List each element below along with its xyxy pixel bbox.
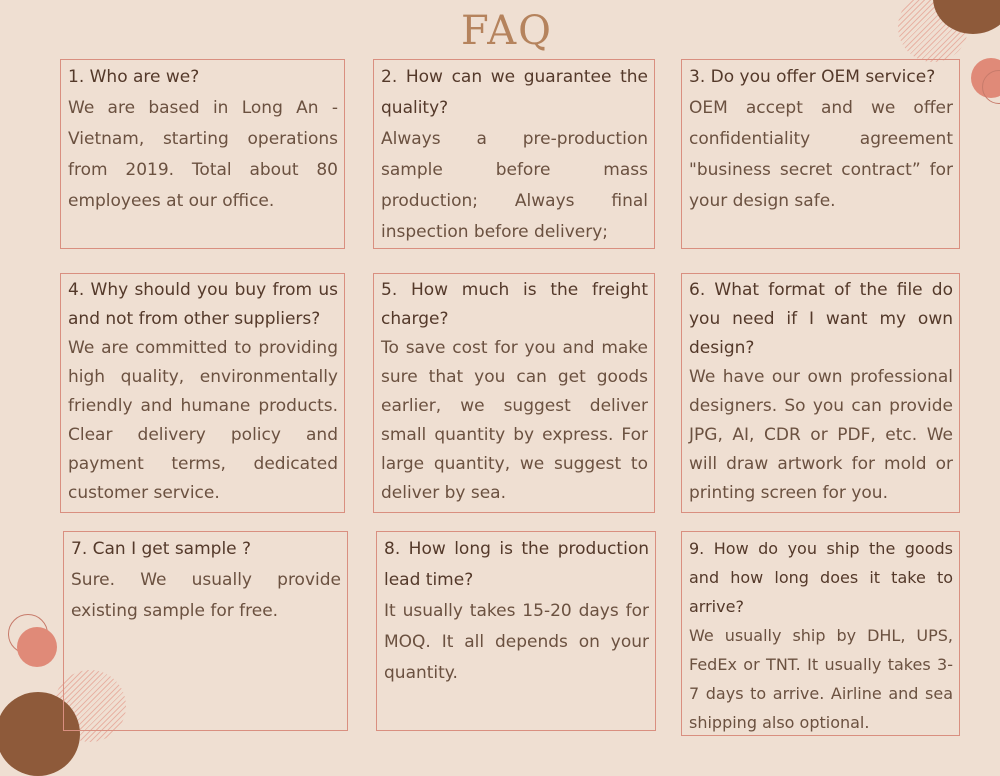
- faq-question: 7. Can I get sample ?: [71, 539, 252, 559]
- faq-answer: We are committed to providing high quality, environmentally friendly and humane products. Clear delivery policy and payment terms, dedicated customer service.: [68, 338, 338, 503]
- faq-answer: We are based in Long An - Vietnam, starting operations from 2019. Total about 80 employees at our office.: [68, 98, 338, 211]
- faq-card-1: [60, 59, 345, 249]
- faq-card-6: [681, 273, 960, 513]
- faq-card-8: [376, 531, 656, 731]
- faq-card-4: [60, 273, 345, 513]
- faq-question: 4. Why should you buy from us and not from other suppliers?: [68, 280, 338, 329]
- faq-answer: We usually ship by DHL, UPS, FedEx or TNT. It usually takes 3-7 days to arrive. Airline and sea shipping also optional.: [689, 626, 953, 732]
- faq-question: 6. What format of the file do you need if I want my own design?: [689, 280, 953, 358]
- faq-question: 8. How long is the production lead time?: [384, 539, 649, 590]
- faq-answer: To save cost for you and make sure that you can get goods earlier, we suggest deliver small quantity by express. For large quantity, we suggest to deliver by sea.: [381, 338, 648, 503]
- faq-question: 9. How do you ship the goods and how long does it take to arrive?: [689, 539, 953, 616]
- faq-card-7: [63, 531, 348, 731]
- faq-card-9: [681, 531, 960, 736]
- faq-question: 2. How can we guarantee the quality?: [381, 67, 648, 118]
- faq-answer: Always a pre-production sample before mass production; Always final inspection before delivery;: [381, 129, 648, 242]
- faq-answer: We have our own professional designers. So you can provide JPG, AI, CDR or PDF, etc. We will draw artwork for mold or printing screen for you.: [689, 367, 953, 503]
- faq-question: 5. How much is the freight charge?: [381, 280, 648, 329]
- faq-answer: It usually takes 15-20 days for MOQ. It all depends on your quantity.: [384, 601, 649, 683]
- page-title: FAQ: [461, 8, 553, 54]
- faq-card-5: [373, 273, 655, 513]
- faq-card-3: [681, 59, 960, 249]
- faq-question: 1. Who are we?: [68, 67, 200, 87]
- faq-card-2: [373, 59, 655, 249]
- faq-answer: Sure. We usually provide existing sample for free.: [71, 570, 341, 621]
- decorative-coral-circle-bottom-left: [17, 627, 57, 667]
- faq-question: 3. Do you offer OEM service?: [689, 67, 936, 87]
- faq-answer: OEM accept and we offer confidentiality agreement "business secret contract” for your design safe.: [689, 98, 953, 211]
